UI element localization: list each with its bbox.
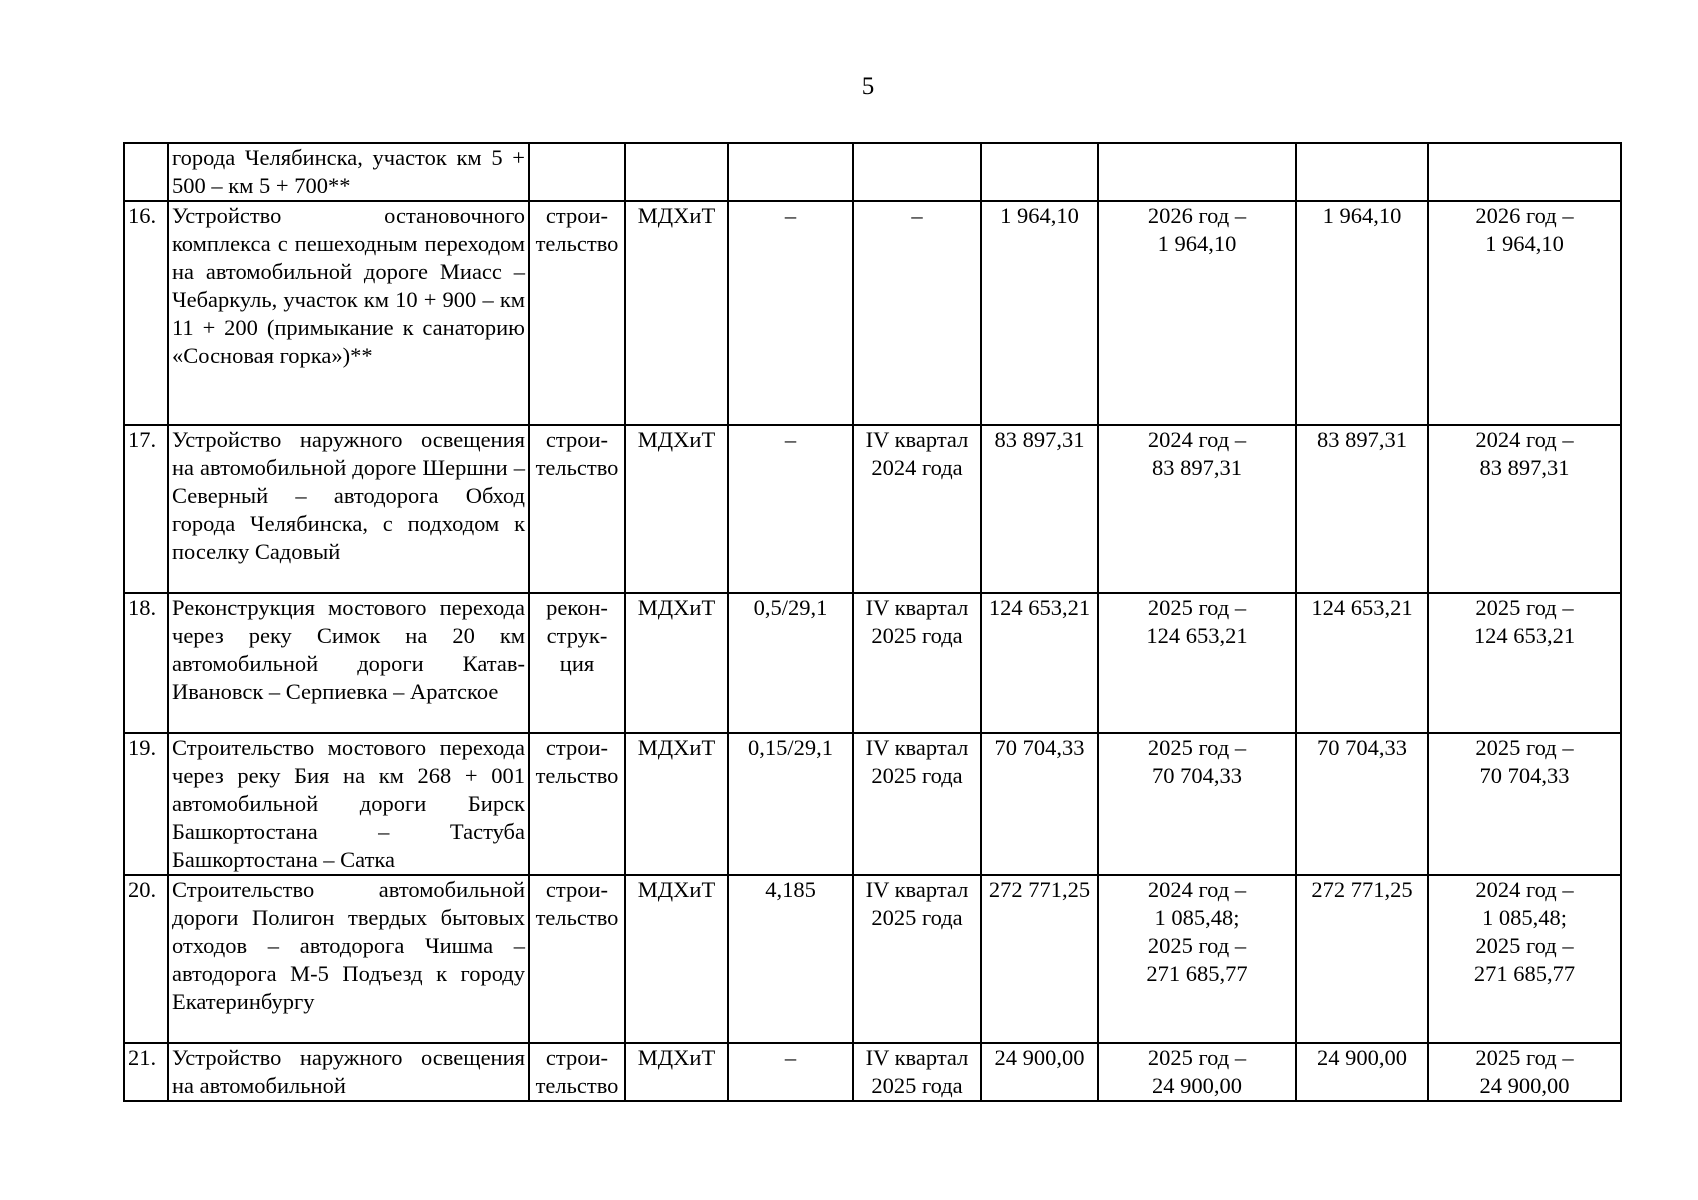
deadline-cell-line: IV квартал: [865, 427, 969, 452]
deadline-cell-line: 2025 года: [871, 763, 963, 788]
cost-distribution-cell-line: 2024 год –: [1147, 427, 1247, 452]
cost-distribution-cell-line: 83 897,31: [1152, 455, 1242, 480]
work-type-cell-line: строи-: [545, 877, 609, 902]
customer-cell: МДХиТ: [625, 875, 728, 1043]
work-type-cell-line: тельство: [535, 905, 619, 930]
cost-distribution-cell-line: 2024 год –: [1147, 877, 1247, 902]
work-type-cell-line: тельство: [535, 1073, 619, 1098]
table-row: [124, 143, 1621, 201]
limit-cell: 272 771,25: [1296, 875, 1428, 1043]
work-type-cell-line: рекон-: [546, 595, 608, 620]
cost-distribution-cell-line: 24 900,00: [1152, 1073, 1242, 1098]
work-type-cell-line: ция: [559, 651, 595, 676]
row-number-cell: 16.: [124, 201, 168, 425]
cost-distribution-cell: [1098, 733, 1296, 875]
limit-distribution-cell-line: 1 964,10: [1485, 231, 1564, 256]
row-number-cell: 21.: [124, 1043, 168, 1101]
deadline-cell-line: –: [911, 203, 923, 228]
object-name-cell: Устройство наружного освещения на автомобильной дороге Шершни – Северный – автодорога Обход города Челябинска, с подходом к поселку Садовый: [168, 425, 529, 593]
limit-distribution-cell-line: 2025 год –: [1475, 595, 1574, 620]
limit-distribution-cell-line: 124 653,21: [1473, 623, 1576, 648]
work-type-cell: [529, 1043, 625, 1101]
deadline-cell-line: 2024 года: [871, 455, 963, 480]
row-number-cell: [124, 143, 168, 201]
limit-distribution-cell-line: 2026 год –: [1475, 203, 1574, 228]
deadline-cell: [853, 593, 981, 733]
cost-distribution-cell-line: 124 653,21: [1146, 623, 1248, 648]
row-number-cell: 19.: [124, 733, 168, 875]
limit-distribution-cell: [1428, 733, 1621, 875]
deadline-cell: [853, 875, 981, 1043]
object-name-cell: Строительство мостового перехода через реку Бия на км 268 + 001 автомобильной дороги Бирск Башкортостана – Тастуба Башкортостана – Сатка: [168, 733, 529, 875]
customer-cell: МДХиТ: [625, 1043, 728, 1101]
work-type-cell: [529, 425, 625, 593]
limit-cell: 70 704,33: [1296, 733, 1428, 875]
capacity-cell: 4,185: [728, 875, 853, 1043]
limit-cell: 124 653,21: [1296, 593, 1428, 733]
capacity-cell: [728, 143, 853, 201]
limit-distribution-cell-line: 70 704,33: [1479, 763, 1570, 788]
object-name-cell: Реконструкция мостового перехода через реку Симок на 20 км автомобильной дороги Катав-Ивановск – Серпиевка – Аратское: [168, 593, 529, 733]
capacity-cell: –: [728, 425, 853, 593]
limit-cell: 83 897,31: [1296, 425, 1428, 593]
table-row: [124, 733, 1621, 875]
work-type-cell-line: строи-: [545, 203, 609, 228]
objects-table: [123, 142, 1622, 1102]
cost-distribution-cell-line: 2025 год –: [1147, 595, 1247, 620]
limit-distribution-cell: [1428, 425, 1621, 593]
work-type-cell-line: тельство: [535, 231, 619, 256]
limit-cell: 24 900,00: [1296, 1043, 1428, 1101]
limit-cell: [1296, 143, 1428, 201]
limit-distribution-cell-line: 83 897,31: [1479, 455, 1570, 480]
object-name-cell: города Челябинска, участок км 5 + 500 – км 5 + 700**: [168, 143, 529, 201]
work-type-cell-line: строи-: [545, 1045, 609, 1070]
cost-distribution-cell-line: 2025 год –: [1147, 735, 1247, 760]
cost-distribution-cell-line: 2025 год –: [1147, 933, 1247, 958]
deadline-cell: [853, 1043, 981, 1101]
cost-distribution-cell: [1098, 201, 1296, 425]
cost-distribution-cell: [1098, 1043, 1296, 1101]
capacity-cell: –: [728, 1043, 853, 1101]
limit-distribution-cell: [1428, 143, 1621, 201]
customer-cell: МДХиТ: [625, 201, 728, 425]
work-type-cell: [529, 733, 625, 875]
cost-cell: 124 653,21: [981, 593, 1098, 733]
deadline-cell: [853, 425, 981, 593]
cost-cell: 83 897,31: [981, 425, 1098, 593]
cost-cell: 24 900,00: [981, 1043, 1098, 1101]
work-type-cell-line: тельство: [535, 763, 619, 788]
table-row: [124, 593, 1621, 733]
object-name-cell: Устройство остановочного комплекса с пешеходным переходом на автомобильной дороге Миасс – Чебаркуль, участок км 10 + 900 – км 11 + 200 (примыкание к санаторию «Сосновая горка»)**: [168, 201, 529, 425]
cost-cell: 70 704,33: [981, 733, 1098, 875]
work-type-cell: [529, 143, 625, 201]
deadline-cell: [853, 201, 981, 425]
cost-distribution-cell: [1098, 143, 1296, 201]
row-number-cell: 18.: [124, 593, 168, 733]
capacity-cell: 0,15/29,1: [728, 733, 853, 875]
limit-distribution-cell: [1428, 875, 1621, 1043]
capacity-cell: 0,5/29,1: [728, 593, 853, 733]
cost-distribution-cell-line: 2026 год –: [1147, 203, 1247, 228]
limit-distribution-cell: [1428, 593, 1621, 733]
cost-distribution-cell: [1098, 593, 1296, 733]
table-row: [124, 875, 1621, 1043]
deadline-cell-line: IV квартал: [865, 595, 969, 620]
deadline-cell: [853, 143, 981, 201]
customer-cell: МДХиТ: [625, 593, 728, 733]
cost-cell: 1 964,10: [981, 201, 1098, 425]
work-type-cell: [529, 593, 625, 733]
deadline-cell-line: 2025 года: [871, 905, 963, 930]
work-type-cell-line: струк-: [546, 623, 608, 648]
deadline-cell-line: 2025 года: [871, 1073, 963, 1098]
limit-distribution-cell-line: 1 085,48;: [1481, 905, 1567, 930]
page-number: 5: [861, 73, 875, 100]
work-type-cell-line: тельство: [535, 455, 619, 480]
deadline-cell-line: IV квартал: [865, 735, 969, 760]
limit-distribution-cell-line: 271 685,77: [1473, 961, 1576, 986]
object-name-cell: Строительство автомобильной дороги Полигон твердых бытовых отходов – автодорога Чишма – автодорога М-5 Подъезд к городу Екатеринбургу: [168, 875, 529, 1043]
deadline-cell: [853, 733, 981, 875]
object-name-cell: Устройство наружного освещения на автомобильной: [168, 1043, 529, 1101]
table-row: [124, 1043, 1621, 1101]
cost-cell: [981, 143, 1098, 201]
deadline-cell-line: IV квартал: [865, 877, 969, 902]
limit-distribution-cell-line: 2024 год –: [1475, 427, 1574, 452]
deadline-cell-line: IV квартал: [865, 1045, 969, 1070]
table-row: [124, 425, 1621, 593]
limit-distribution-cell: [1428, 201, 1621, 425]
cost-distribution-cell-line: 1 085,48;: [1154, 905, 1240, 930]
cost-distribution-cell-line: 2025 год –: [1147, 1045, 1247, 1070]
limit-distribution-cell-line: 24 900,00: [1479, 1073, 1570, 1098]
limit-cell: 1 964,10: [1296, 201, 1428, 425]
cost-distribution-cell: [1098, 875, 1296, 1043]
limit-distribution-cell: [1428, 1043, 1621, 1101]
cost-distribution-cell-line: 1 964,10: [1157, 231, 1237, 256]
row-number-cell: 20.: [124, 875, 168, 1043]
limit-distribution-cell-line: 2025 год –: [1475, 735, 1574, 760]
limit-distribution-cell-line: 2024 год –: [1475, 877, 1574, 902]
cost-distribution-cell-line: 70 704,33: [1152, 763, 1242, 788]
work-type-cell: [529, 201, 625, 425]
deadline-cell-line: 2025 года: [871, 623, 963, 648]
row-number-cell: 17.: [124, 425, 168, 593]
capacity-cell: –: [728, 201, 853, 425]
cost-distribution-cell-line: 271 685,77: [1146, 961, 1248, 986]
cost-distribution-cell: [1098, 425, 1296, 593]
customer-cell: МДХиТ: [625, 733, 728, 875]
work-type-cell-line: строи-: [545, 427, 609, 452]
table-row: [124, 201, 1621, 425]
limit-distribution-cell-line: 2025 год –: [1475, 933, 1574, 958]
cost-cell: 272 771,25: [981, 875, 1098, 1043]
work-type-cell-line: строи-: [545, 735, 609, 760]
customer-cell: [625, 143, 728, 201]
customer-cell: МДХиТ: [625, 425, 728, 593]
work-type-cell: [529, 875, 625, 1043]
limit-distribution-cell-line: 2025 год –: [1475, 1045, 1574, 1070]
